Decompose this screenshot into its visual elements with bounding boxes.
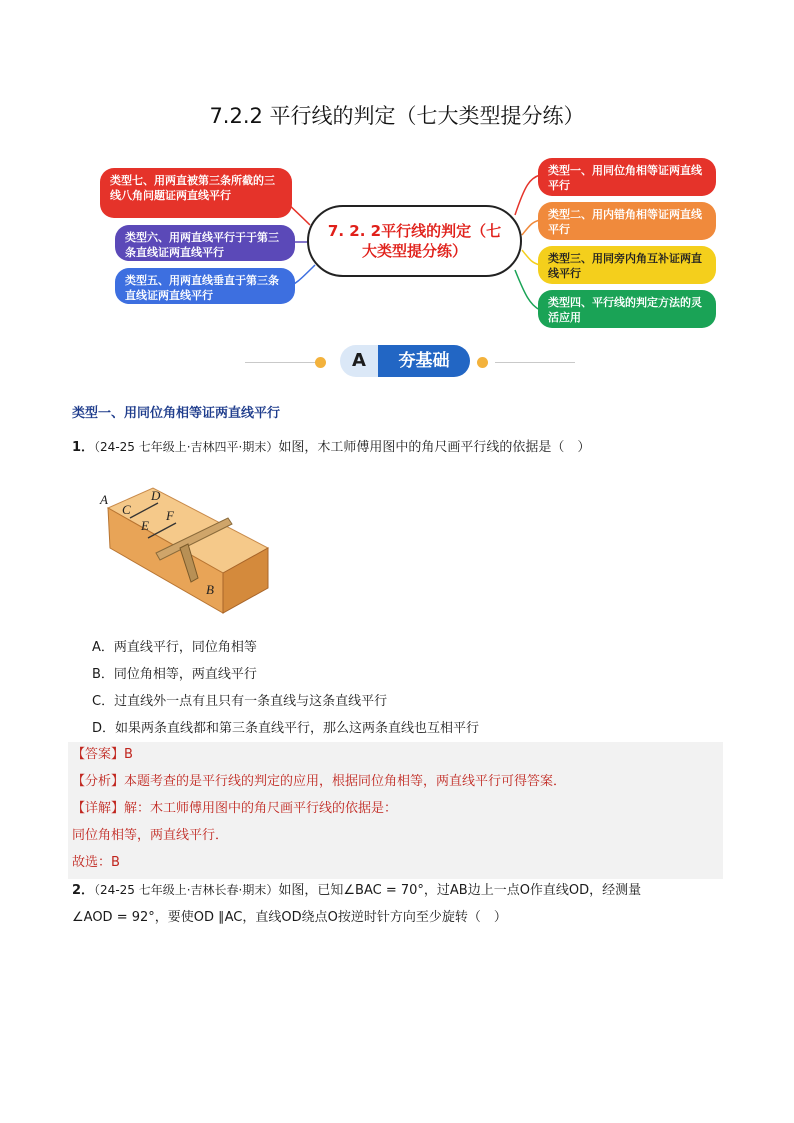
page-title: 7.2.2 平行线的判定（七大类型提分练） — [209, 104, 585, 128]
question-2-source: （24-25 七年级上·吉林长春·期末） — [94, 883, 279, 897]
detail-text-1: 解：木工师傅用图中的角尺画平行线的依据是： — [124, 801, 398, 816]
carpenter-square-diagram — [98, 478, 278, 618]
option-a: A．两直线平行，同位角相等 — [92, 640, 257, 655]
banner-dot-left — [315, 357, 326, 368]
mindmap-type2: 类型二、用内错角相等证两直线平行 — [538, 202, 716, 240]
mindmap-type4: 类型四、平行线的判定方法的灵活应用 — [538, 290, 716, 328]
question-source: （24-25 七年级上·吉林四平·期末） — [94, 440, 279, 454]
detail-tag: 【详解】 — [72, 801, 125, 816]
question-2 — [72, 881, 641, 900]
answer-line — [72, 746, 133, 764]
question-2-stem-1: 如图，已知∠BAC = 70°，过AB边上一点O作直线OD，经测量 — [278, 883, 642, 898]
section-heading: 类型一、用同位角相等证两直线平行 — [72, 406, 281, 421]
banner-line-right — [495, 362, 575, 363]
mindmap-type5: 类型五、用两直线垂直于第三条直线证两直线平行 — [115, 268, 295, 304]
mindmap-type7: 类型七、用两直被第三条所截的三线八角问题证两直线平行 — [100, 168, 292, 218]
option-b: B．同位角相等，两直线平行 — [92, 667, 257, 682]
question-2-stem-2: ∠AOD = 92°，要使OD ∥AC，直线OD绕点O按逆时针方向至少旋转（ ） — [72, 910, 507, 925]
choice-line — [72, 854, 120, 872]
banner-line-left — [245, 362, 325, 363]
question-2-number: 2． — [72, 883, 95, 898]
choice-tag: 故选： — [72, 855, 112, 870]
analysis-tag: 【分析】 — [72, 774, 125, 789]
mindmap-center: 7. 2. 2平行线的判定（七大类型提分练） — [307, 205, 522, 277]
mindmap-type1: 类型一、用同位角相等证两直线平行 — [538, 158, 716, 196]
question-1 — [72, 438, 590, 457]
mindmap-type3: 类型三、用同旁内角互补证两直线平行 — [538, 246, 716, 284]
label-d: D — [151, 488, 161, 503]
label-f: F — [166, 508, 174, 523]
answer-value: B — [124, 747, 133, 762]
choice-value: B — [111, 855, 120, 870]
detail-line-1 — [72, 800, 397, 818]
label-a: A — [100, 492, 108, 507]
question-number: 1． — [72, 440, 95, 455]
banner-dot-right — [477, 357, 488, 368]
banner-letter: A — [340, 345, 378, 377]
banner-text: 夯基础 — [378, 345, 470, 377]
label-e: E — [141, 518, 149, 533]
mindmap-type6: 类型六、用两直线平行于于第三条直线证两直线平行 — [115, 225, 295, 261]
label-c: C — [122, 502, 131, 517]
analysis-line — [72, 773, 566, 791]
label-b: B — [206, 582, 214, 597]
section-banner — [245, 343, 555, 379]
answer-tag: 【答案】 — [72, 747, 125, 762]
detail-line-2: 同位角相等，两直线平行． — [72, 828, 229, 843]
question-stem: 如图，木工师傅用图中的角尺画平行线的依据是（ ） — [278, 440, 591, 455]
option-d: D．如果两条直线都和第三条直线平行，那么这两条直线也互相平行 — [92, 721, 480, 736]
mind-map — [95, 150, 720, 335]
option-c: C．过直线外一点有且只有一条直线与这条直线平行 — [92, 694, 388, 709]
analysis-text: 本题考查的是平行线的判定的应用，根据同位角相等，两直线平行可得答案． — [124, 774, 567, 789]
